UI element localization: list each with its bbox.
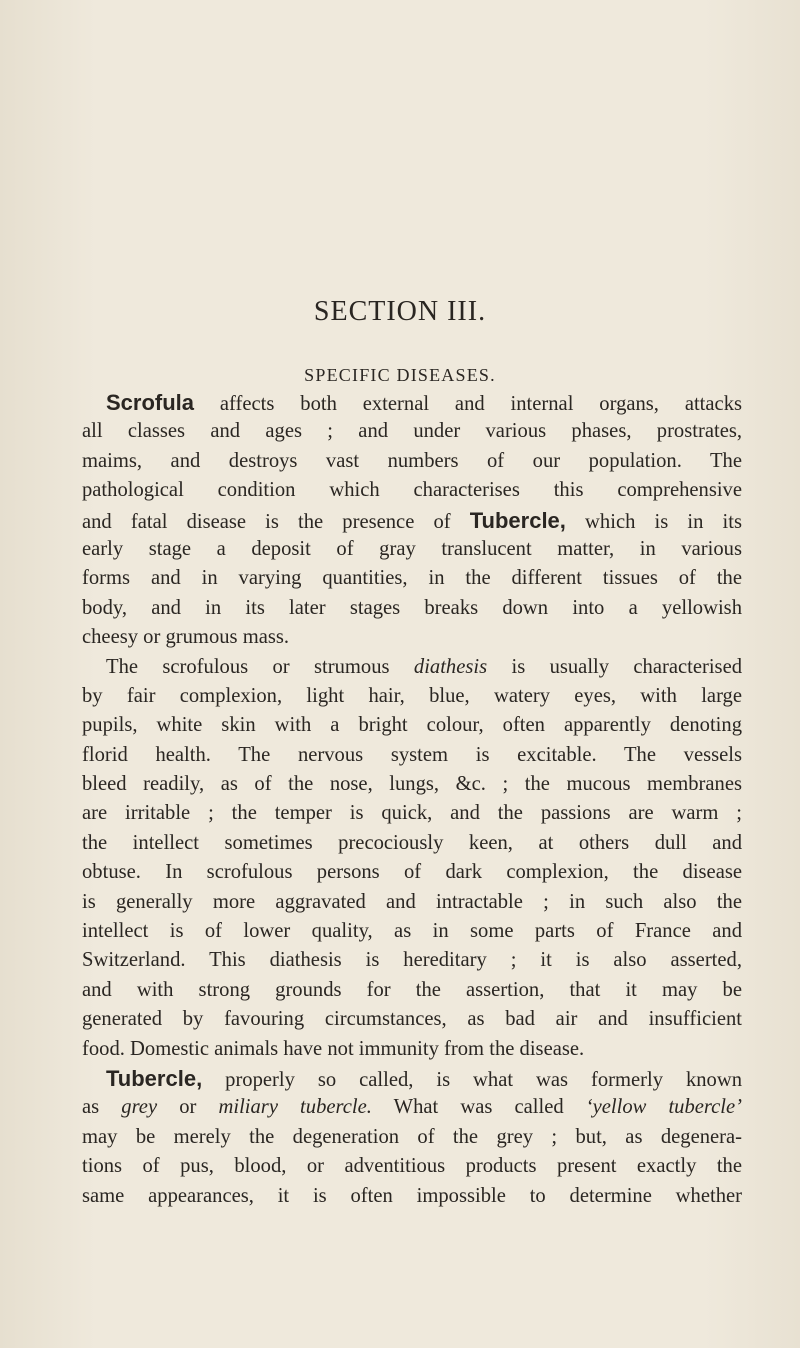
text-line: as grey or miliary tubercle. What was called ‘yellow tubercle’ — [82, 1096, 743, 1119]
text-line: generated by favouring circumstances, as bad air and insufficient — [82, 1008, 742, 1031]
section-heading: SECTION III. — [313, 296, 487, 327]
term-tubercle: Tubercle, — [469, 507, 566, 533]
text-line: all classes and ages ; and under various phases, prostrates, — [82, 420, 742, 443]
text-line: Switzerland. This diathesis is hereditary ; it is also asserted, — [82, 949, 742, 972]
section-subtitle: SPECIFIC DISEASES. — [304, 365, 496, 385]
paragraph-diathesis — [82, 653, 742, 1064]
text-line: Tubercle, properly so called, is what was formerly known — [106, 1065, 743, 1091]
text-line: maims, and destroys vast numbers of our population. The — [82, 449, 742, 472]
term-scrofula: Scrofula — [106, 390, 195, 415]
text-line: are irritable ; the temper is quick, and the passions are warm ; — [82, 802, 742, 825]
text-line: intellect is of lower quality, as in some parts of France and — [82, 920, 742, 943]
term-tubercle-heading: Tubercle, — [106, 1065, 203, 1091]
text-line: cheesy or grumous mass. — [82, 626, 290, 649]
text-line: body, and in its later stages breaks down into a yellowish — [82, 596, 742, 619]
body-text — [82, 388, 742, 1211]
text-line: and fatal disease is the presence of Tubercle, which is in its — [82, 507, 742, 533]
text-line: Scrofula affects both external and internal organs, attacks — [106, 390, 742, 415]
text-line: florid health. The nervous system is excitable. The vessels — [82, 743, 742, 766]
text-line: bleed readily, as of the nose, lungs, &c. ; the mucous membranes — [82, 773, 742, 796]
paragraph-scrofula — [82, 388, 742, 653]
text-line: same appearances, it is often impossible to determine whether — [82, 1184, 742, 1207]
text-line: food. Domestic animals have not immunity from the disease. — [82, 1037, 585, 1060]
text-line: obtuse. In scrofulous persons of dark complexion, the disease — [82, 861, 742, 884]
text-line: is generally more aggravated and intractable ; in such also the — [82, 890, 742, 913]
text-line: forms and in varying quantities, in the different tissues of the — [82, 567, 742, 590]
text-line: and with strong grounds for the assertion, that it may be — [82, 978, 742, 1001]
text-line: pathological condition which characterises this comprehensive — [82, 479, 742, 502]
term-diathesis: diathesis — [413, 655, 488, 678]
text-line: early stage a deposit of gray translucent matter, in various — [82, 537, 742, 560]
text-line: tions of pus, blood, or adventitious products present exactly the — [82, 1155, 742, 1178]
text-line: the intellect sometimes precociously keen, at others dull and — [82, 831, 742, 854]
text-line: by fair complexion, light hair, blue, watery eyes, with large — [82, 684, 742, 707]
text-line: The scrofulous or strumous diathesis is usually characterised — [106, 655, 743, 678]
text-line: pupils, white skin with a bright colour, often apparently denoting — [82, 714, 742, 737]
paragraph-tubercle — [82, 1064, 742, 1211]
text-line: may be merely the degeneration of the grey ; but, as degenera- — [82, 1125, 742, 1148]
